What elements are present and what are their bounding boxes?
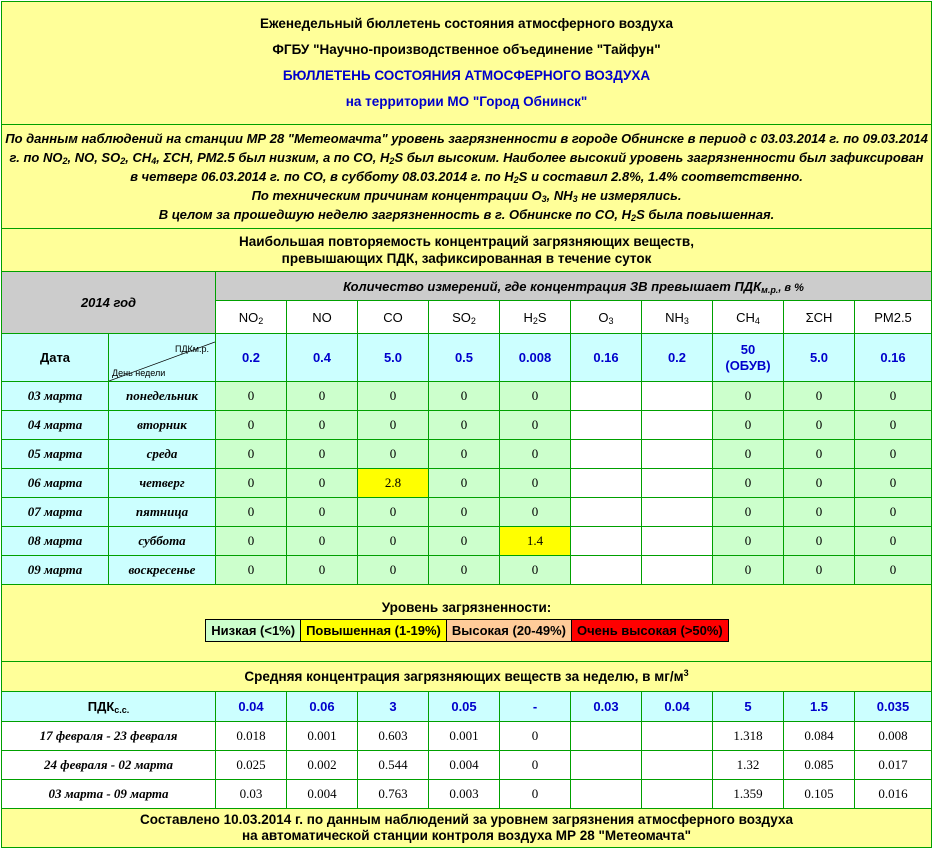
- summary-paragraph-2: По техническим причинам концентрации $O_3$, $NH_3$ не измерялись.: [251, 188, 682, 204]
- value-cell: 0: [287, 440, 358, 469]
- pdk-label: ПДКм.р.: [174, 344, 209, 354]
- average-value-cell: 0.017: [855, 751, 932, 780]
- summary-paragraph-3: В целом за прошедшую неделю загрязненность в г. Обнинске по CO, $H_2S$ была повышенная.: [158, 207, 775, 223]
- pdk-ss-value: -: [500, 692, 571, 722]
- pollutant-header: [784, 301, 855, 334]
- average-value-cell: 1.359: [713, 780, 784, 809]
- pdk-ss-value: 0.04: [216, 692, 287, 722]
- value-cell: 0: [713, 556, 784, 585]
- table-row: [2, 411, 932, 440]
- value-cell: [571, 469, 642, 498]
- summary-paragraph-1: По данным наблюдений на станции МР 28 "Метеомачта" уровень загрязненности в городе Обнинске в период с 03.03.2014 г. по 09.03.2014 г. по $NO_2$, NO, $SO_2$, $CH_4$, ΣCH, PM2.5 был низким, а по CO, $H_2S$ был высоким. Наиболее высокий уровень загрязненности был зафиксирован в четверг 06.03.2014 г. по CO, в субботу 08.03.2014 г. по $H_2S$ и составил 2.8%, 1.4% соответственно.: [5, 131, 928, 185]
- average-value-cell: 0.002: [287, 751, 358, 780]
- measure-label: Количество измерений, где концентрация ЗВ превышает $ПДК_{м.р.}$, в %: [216, 272, 932, 301]
- value-cell: [642, 440, 713, 469]
- pollutant-subscript: 2: [258, 315, 264, 326]
- value-cell: 0: [358, 498, 429, 527]
- value-cell: 0: [784, 382, 855, 411]
- table-row: [2, 440, 932, 469]
- average-value-cell: 0.084: [784, 722, 855, 751]
- value-cell: [571, 556, 642, 585]
- pdk-ss-value: 3: [358, 692, 429, 722]
- row-weekday: суббота: [109, 527, 216, 556]
- value-cell: 0: [784, 556, 855, 585]
- legend-item: Повышенная (1-19%): [300, 619, 447, 642]
- header-line-1: Еженедельный бюллетень состояния атмосферного воздуха: [260, 16, 674, 31]
- table-row: [2, 527, 932, 556]
- row-weekday: понедельник: [109, 382, 216, 411]
- pollutant-name: O: [598, 309, 609, 325]
- table-row: [2, 722, 932, 751]
- average-value-cell: 0.025: [216, 751, 287, 780]
- limits-row: [2, 334, 932, 382]
- value-cell: 0: [216, 440, 287, 469]
- value-cell: 0: [216, 469, 287, 498]
- pdk-ss-label: $ПДК_{с.с.}$: [2, 692, 216, 722]
- value-cell: 2.8: [358, 469, 429, 498]
- pdk-limit-value: 0.4: [287, 334, 358, 382]
- value-cell: 0: [855, 527, 932, 556]
- value-cell: 0: [358, 527, 429, 556]
- value-cell: 0: [358, 382, 429, 411]
- row-weekday: среда: [109, 440, 216, 469]
- weekday-label: День недели: [112, 368, 166, 378]
- value-cell: 0: [784, 469, 855, 498]
- row-period: 24 февраля - 02 марта: [2, 751, 216, 780]
- summary: [2, 125, 932, 229]
- pdk-limit-value: 0.5: [429, 334, 500, 382]
- pollutant-header: [571, 301, 642, 334]
- value-cell: [571, 498, 642, 527]
- value-cell: 0: [287, 498, 358, 527]
- pdk-limit-value: 0.008: [500, 334, 571, 382]
- value-cell: 0: [287, 527, 358, 556]
- row-date: 06 марта: [2, 469, 109, 498]
- pollutant-header: [500, 301, 571, 334]
- pollutant-name: PM2.5: [874, 309, 912, 325]
- value-cell: 0: [713, 411, 784, 440]
- table-row: [2, 556, 932, 585]
- average-value-cell: 0.763: [358, 780, 429, 809]
- value-cell: 0: [713, 527, 784, 556]
- value-cell: 0: [855, 498, 932, 527]
- value-cell: [642, 469, 713, 498]
- header-line-3: БЮЛЛЕТЕНЬ СОСТОЯНИЯ АТМОСФЕРНОГО ВОЗДУХА: [282, 68, 651, 83]
- pdk-limit-value: 0.2: [642, 334, 713, 382]
- legend-item: Высокая (20-49%): [446, 619, 572, 642]
- value-cell: 0: [713, 469, 784, 498]
- frequency-body: [2, 382, 932, 585]
- pollutant-header: [642, 301, 713, 334]
- pollutant-name: ΣCH: [805, 309, 833, 325]
- frequency-title-line-1: Наибольшая повторяемость концентраций загрязняющих веществ,: [239, 234, 694, 249]
- pollutant-subscript: 3: [608, 315, 614, 326]
- row-weekday: вторник: [109, 411, 216, 440]
- pollutant-name: SO: [452, 309, 471, 325]
- value-cell: 0: [287, 469, 358, 498]
- row-date: 09 марта: [2, 556, 109, 585]
- value-cell: [642, 498, 713, 527]
- value-cell: 0: [216, 498, 287, 527]
- average-value-cell: [571, 780, 642, 809]
- value-cell: [571, 382, 642, 411]
- average-value-cell: 0.03: [216, 780, 287, 809]
- value-cell: 0: [429, 527, 500, 556]
- pdk-ss-value: 1.5: [784, 692, 855, 722]
- average-value-cell: 0.004: [287, 780, 358, 809]
- value-cell: [571, 411, 642, 440]
- value-cell: 0: [500, 382, 571, 411]
- pollutant-subscript: 4: [754, 315, 760, 326]
- average-value-cell: 1.32: [713, 751, 784, 780]
- average-value-cell: 0.004: [429, 751, 500, 780]
- pdk-ss-value: 5: [713, 692, 784, 722]
- average-value-cell: [642, 780, 713, 809]
- average-value-cell: 0.105: [784, 780, 855, 809]
- legend: [2, 585, 932, 662]
- average-body: [2, 722, 932, 809]
- pdk-limit-value: 0.16: [571, 334, 642, 382]
- legend-item: Очень высокая (>50%): [571, 619, 729, 642]
- value-cell: [642, 527, 713, 556]
- value-cell: 0: [713, 440, 784, 469]
- value-cell: 0: [500, 411, 571, 440]
- average-value-cell: 0.544: [358, 751, 429, 780]
- header-line-2: ФГБУ "Научно-производственное объединение "Тайфун": [272, 42, 661, 57]
- value-cell: [642, 556, 713, 585]
- value-cell: 0: [216, 527, 287, 556]
- value-cell: 0: [784, 440, 855, 469]
- value-cell: 0: [500, 440, 571, 469]
- value-cell: 0: [287, 556, 358, 585]
- pdk-limit-value: 5.0: [784, 334, 855, 382]
- bulletin-header: [2, 2, 932, 125]
- frequency-title-line-2: превышающих ПДК, зафиксированная в течение суток: [281, 251, 652, 266]
- header-line-4: на территории МО "Город Обнинск": [345, 94, 588, 109]
- bulletin-table: [1, 1, 932, 848]
- pollutant-name: H: [523, 309, 533, 325]
- value-cell: 0: [855, 382, 932, 411]
- pollutant-header: [287, 301, 358, 334]
- value-cell: 0: [429, 382, 500, 411]
- value-cell: 0: [855, 440, 932, 469]
- value-cell: 0: [429, 469, 500, 498]
- legend-items: [2, 619, 931, 642]
- average-value-cell: [571, 722, 642, 751]
- pdk-limit-value: 50 (ОБУВ): [713, 334, 784, 382]
- date-label: Дата: [2, 334, 109, 382]
- pdk-limit-value: 0.2: [216, 334, 287, 382]
- table-row: [2, 751, 932, 780]
- average-value-cell: 1.318: [713, 722, 784, 751]
- pollutant-name: CO: [383, 309, 403, 325]
- value-cell: 0: [784, 527, 855, 556]
- pdk-ss-value: 0.035: [855, 692, 932, 722]
- value-cell: 1.4: [500, 527, 571, 556]
- value-cell: 0: [429, 440, 500, 469]
- table-row: [2, 382, 932, 411]
- footer: [2, 809, 932, 848]
- pollutant-subscript: 3: [683, 315, 689, 326]
- pollutant-subscript: 2: [470, 315, 476, 326]
- value-cell: 0: [784, 411, 855, 440]
- frequency-title: [2, 229, 932, 272]
- average-value-cell: 0.603: [358, 722, 429, 751]
- legend-item: Низкая (<1%): [205, 619, 301, 642]
- average-value-cell: [571, 751, 642, 780]
- average-value-cell: 0.008: [855, 722, 932, 751]
- legend-title: Уровень загрязненности:: [381, 600, 552, 615]
- pdk-limit-value: 5.0: [358, 334, 429, 382]
- pdk-ss-value: 0.04: [642, 692, 713, 722]
- value-cell: 0: [500, 469, 571, 498]
- row-weekday: пятница: [109, 498, 216, 527]
- pollutant-subscript: 2: [532, 315, 538, 326]
- footer-line-1: Составлено 10.03.2014 г. по данным наблюдений за уровнем загрязнения атмосферного воздуха: [140, 812, 793, 827]
- value-cell: 0: [713, 498, 784, 527]
- pdk-limit-value: 0.16: [855, 334, 932, 382]
- value-cell: [571, 527, 642, 556]
- value-cell: 0: [287, 382, 358, 411]
- value-cell: 0: [287, 411, 358, 440]
- average-value-cell: 0.001: [287, 722, 358, 751]
- table-row: [2, 498, 932, 527]
- value-cell: 0: [500, 498, 571, 527]
- row-weekday: воскресенье: [109, 556, 216, 585]
- row-date: 08 марта: [2, 527, 109, 556]
- average-value-cell: 0: [500, 780, 571, 809]
- value-cell: [642, 411, 713, 440]
- table-row: [2, 780, 932, 809]
- row-period: 03 марта - 09 марта: [2, 780, 216, 809]
- pollutant-header: [855, 301, 932, 334]
- value-cell: 0: [429, 411, 500, 440]
- value-cell: 0: [713, 382, 784, 411]
- average-value-cell: 0.001: [429, 722, 500, 751]
- pollutant-header: [713, 301, 784, 334]
- pollutant-name: CH: [736, 309, 755, 325]
- average-value-cell: 0.018: [216, 722, 287, 751]
- value-cell: 0: [855, 469, 932, 498]
- value-cell: 0: [358, 440, 429, 469]
- average-limits-row: [2, 692, 932, 722]
- row-date: 05 марта: [2, 440, 109, 469]
- footer-line-2: на автоматической станции контроля воздуха МР 28 "Метеомачта": [241, 828, 692, 843]
- average-value-cell: 0.003: [429, 780, 500, 809]
- pollutant-name: NO: [238, 309, 259, 325]
- pdk-weekday-corner: [109, 334, 216, 382]
- pollutant-header: [429, 301, 500, 334]
- value-cell: 0: [216, 411, 287, 440]
- average-value-cell: 0: [500, 722, 571, 751]
- average-value-cell: 0: [500, 751, 571, 780]
- table-row: [2, 469, 932, 498]
- pollutant-tail: S: [537, 309, 547, 325]
- value-cell: 0: [216, 556, 287, 585]
- value-cell: 0: [855, 411, 932, 440]
- pdk-ss-value: 0.06: [287, 692, 358, 722]
- row-period: 17 февраля - 23 февраля: [2, 722, 216, 751]
- value-cell: 0: [358, 556, 429, 585]
- value-cell: 0: [855, 556, 932, 585]
- bulletin: [1, 1, 931, 848]
- pdk-ss-value: 0.05: [429, 692, 500, 722]
- pollutant-header: [358, 301, 429, 334]
- value-cell: [571, 440, 642, 469]
- value-cell: 0: [429, 498, 500, 527]
- average-value-cell: [642, 751, 713, 780]
- value-cell: 0: [429, 556, 500, 585]
- average-value-cell: 0.085: [784, 751, 855, 780]
- value-cell: [642, 382, 713, 411]
- row-date: 07 марта: [2, 498, 109, 527]
- value-cell: 0: [216, 382, 287, 411]
- row-date: 04 марта: [2, 411, 109, 440]
- row-weekday: четверг: [109, 469, 216, 498]
- pdk-ss-value: 0.03: [571, 692, 642, 722]
- pollutant-header: [216, 301, 287, 334]
- value-cell: 0: [500, 556, 571, 585]
- average-value-cell: [642, 722, 713, 751]
- value-cell: 0: [784, 498, 855, 527]
- average-value-cell: 0.016: [855, 780, 932, 809]
- row-date: 03 марта: [2, 382, 109, 411]
- value-cell: 0: [358, 411, 429, 440]
- average-title: Средняя концентрация загрязняющих веществ за неделю, в $мг/м^3$: [2, 662, 932, 692]
- pollutant-name: NO: [312, 309, 332, 325]
- year-label: 2014 год: [2, 272, 216, 334]
- pollutant-name: NH: [665, 309, 684, 325]
